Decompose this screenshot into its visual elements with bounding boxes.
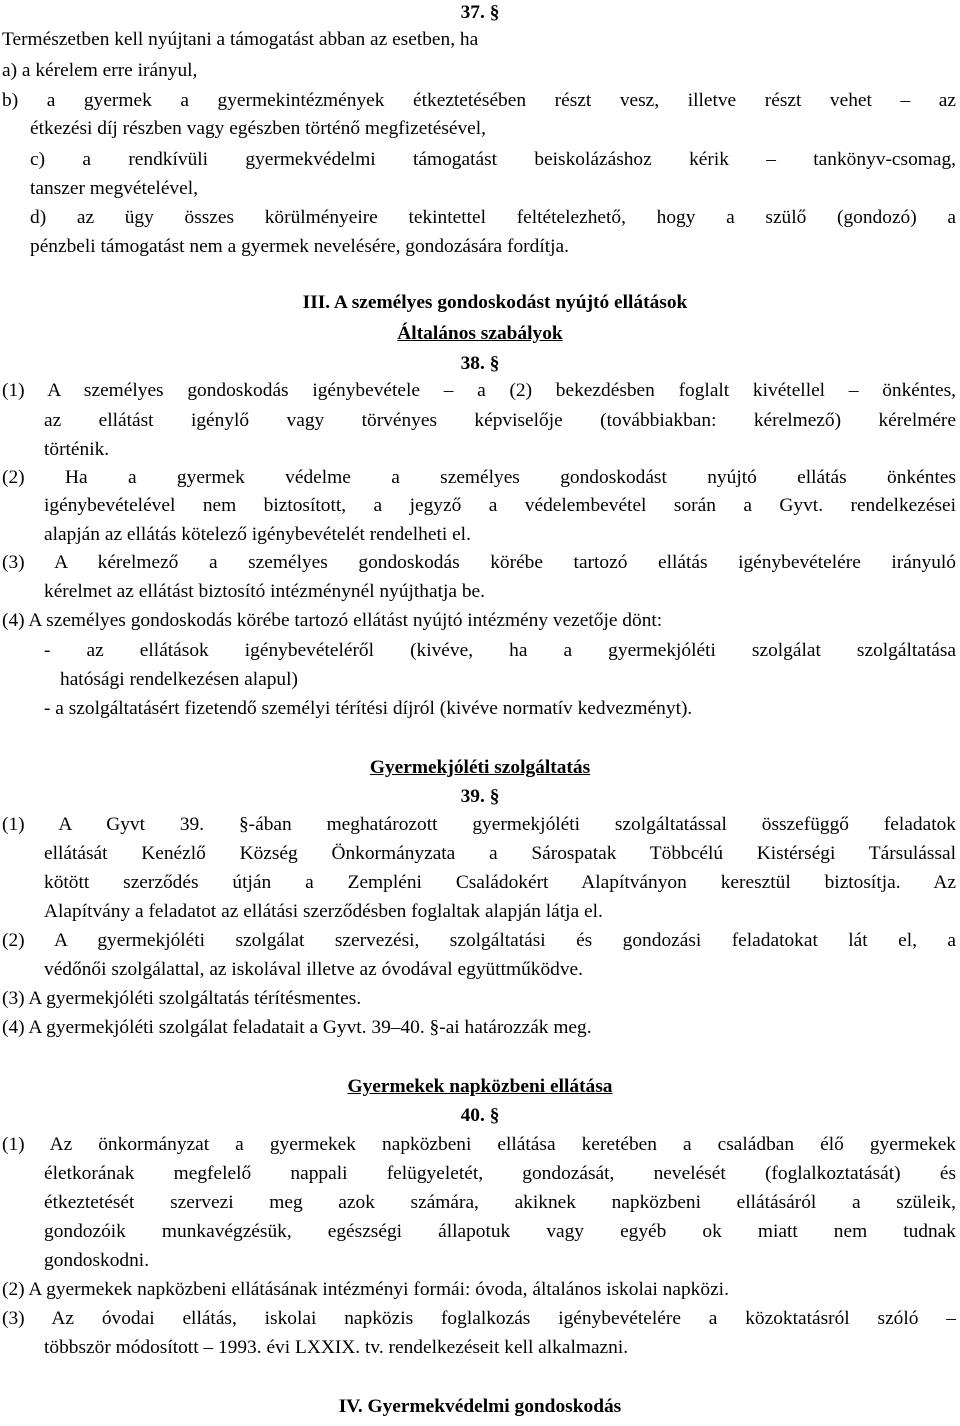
s40-para1-line4: gondozóik munkavégzésük, egészségi állapotuk vagy egyéb ok miatt nem tudnak <box>44 1221 956 1242</box>
s39-para1-line1: (1) A Gyvt 39. §-ában meghatározott gyermekjóléti szolgáltatással összefüggő feladatok <box>2 814 956 835</box>
s39-para3: (3) A gyermekjóléti szolgáltatás térítésmentes. <box>2 988 362 1009</box>
s38-para2-line2: igénybevételével nem biztosított, a jegyző a védelembevétel során a Gyvt. rendelkezései <box>44 495 956 516</box>
s38-para4-line1: (4) A személyes gondoskodás körébe tartozó ellátást nyújtó intézmény vezetője dönt: <box>2 610 663 631</box>
s39-para2-line1: (2) A gyermekjóléti szolgálat szervezési, szolgáltatási és gondozási feladatokat lát el, a <box>2 930 956 951</box>
intro-item-b-line1: b) a gyermek a gyermekintézmények étkeztetésében részt vesz, illetve részt vehet – az <box>2 90 956 111</box>
s39-para1-line3: kötött szerződés útján a Zempléni Családokért Alapítványon keresztül biztosítja. Az <box>44 872 956 893</box>
s39-para2-line2: védőnői szolgálattal, az iskolával illetve az óvodával együttműködve. <box>44 959 583 980</box>
s38-para2-line1: (2) Ha a gyermek védelme a személyes gondoskodást nyújtó ellátás önkéntes <box>2 467 956 488</box>
s38-para1-line1: (1) A személyes gondoskodás igénybevétele – a (2) bekezdésben foglalt kivétellel – önkéntes, <box>2 380 956 401</box>
s38-para1-line3: történik. <box>44 439 110 460</box>
intro-item-c-line1: c) a rendkívüli gyermekvédelmi támogatást beiskolázáshoz kérik – tankönyv-csomag, <box>30 149 956 170</box>
s38-para4-item1-line1: - az ellátások igénybevételéről (kivéve, ha a gyermekjóléti szolgálat szolgáltatása <box>44 640 956 661</box>
s38-para3-line2: kérelmet az ellátást biztosító intézménynél nyújthatja be. <box>44 581 485 602</box>
s39-para1-line2: ellátását Kenézlő Község Önkormányzata a Sárospatak Többcélú Kistérségi Társulással <box>44 843 956 864</box>
s38-para1-line2: az ellátást igénylő vagy törvényes képviselője (továbbiakban: kérelmező) kérelmére <box>44 410 956 431</box>
section-40-heading: Gyermekek napközbeni ellátása <box>347 1076 613 1097</box>
s38-para3-line1: (3) A kérelmező a személyes gondoskodás körébe tartozó ellátás igénybevételére irányuló <box>2 552 956 573</box>
intro-item-b-line2: étkezési díj részben vagy egészben történő megfizetésével, <box>30 118 487 139</box>
intro-item-d-line1: d) az ügy összes körülményeire tekintettel feltételezhető, hogy a szülő (gondozó) a <box>30 207 956 228</box>
section-38-number: 38. § <box>460 353 500 374</box>
s40-para2: (2) A gyermekek napközbeni ellátásának intézményi formái: óvoda, általános iskolai napközi. <box>2 1279 729 1300</box>
s39-para1-line4: Alapítvány a feladatot az ellátási szerződésben foglaltak alapján látja el. <box>44 901 603 922</box>
intro-line: Természetben kell nyújtani a támogatást abban az esetben, ha <box>2 29 479 50</box>
s40-para3-line1: (3) Az óvodai ellátás, iskolai napközis foglalkozás igénybevételére a közoktatásról szóló – <box>2 1308 956 1329</box>
intro-item-a: a) a kérelem erre irányul, <box>2 60 198 81</box>
s38-para2-line3: alapján az ellátás kötelező igénybevételét rendelheti el. <box>44 524 471 545</box>
chapter-4-title: IV. Gyermekvédelmi gondoskodás <box>338 1396 622 1417</box>
intro-item-c-line2: tanszer megvételével, <box>30 178 198 199</box>
s40-para1-line3: étkeztetését szervezi meg azok számára, akiknek napközbeni ellátásáról a szüleik, <box>44 1192 956 1213</box>
s40-para1-line1: (1) Az önkormányzat a gyermekek napközbeni ellátása keretében a családban élő gyermekek <box>2 1134 956 1155</box>
s39-para4: (4) A gyermekjóléti szolgálat feladatait a Gyvt. 39–40. §-ai határozzák meg. <box>2 1017 592 1038</box>
section-37-number: 37. § <box>460 2 500 23</box>
section-39-number: 39. § <box>460 786 500 807</box>
section-39-heading: Gyermekjóléti szolgáltatás <box>369 757 591 778</box>
s40-para1-line5: gondoskodni. <box>44 1250 150 1271</box>
intro-item-d-line2: pénzbeli támogatást nem a gyermek nevelésére, gondozására fordítja. <box>30 236 569 257</box>
s38-para4-item1-line2: hatósági rendelkezésen alapul) <box>60 669 298 690</box>
s38-para4-item2: - a szolgáltatásért fizetendő személyi térítési díjról (kivéve normatív kedvezményt). <box>44 698 693 719</box>
section-40-number: 40. § <box>460 1105 500 1126</box>
chapter-3-subtitle: Általános szabályok <box>397 323 563 344</box>
chapter-3-title: III. A személyes gondoskodást nyújtó ellátások <box>302 292 688 313</box>
s40-para3-line2: többször módosított – 1993. évi LXXIX. tv. rendelkezéseit kell alkalmazni. <box>44 1337 629 1358</box>
s40-para1-line2: életkorának megfelelő nappali felügyeletét, gondozását, nevelését (foglalkoztatását) és <box>44 1163 956 1184</box>
